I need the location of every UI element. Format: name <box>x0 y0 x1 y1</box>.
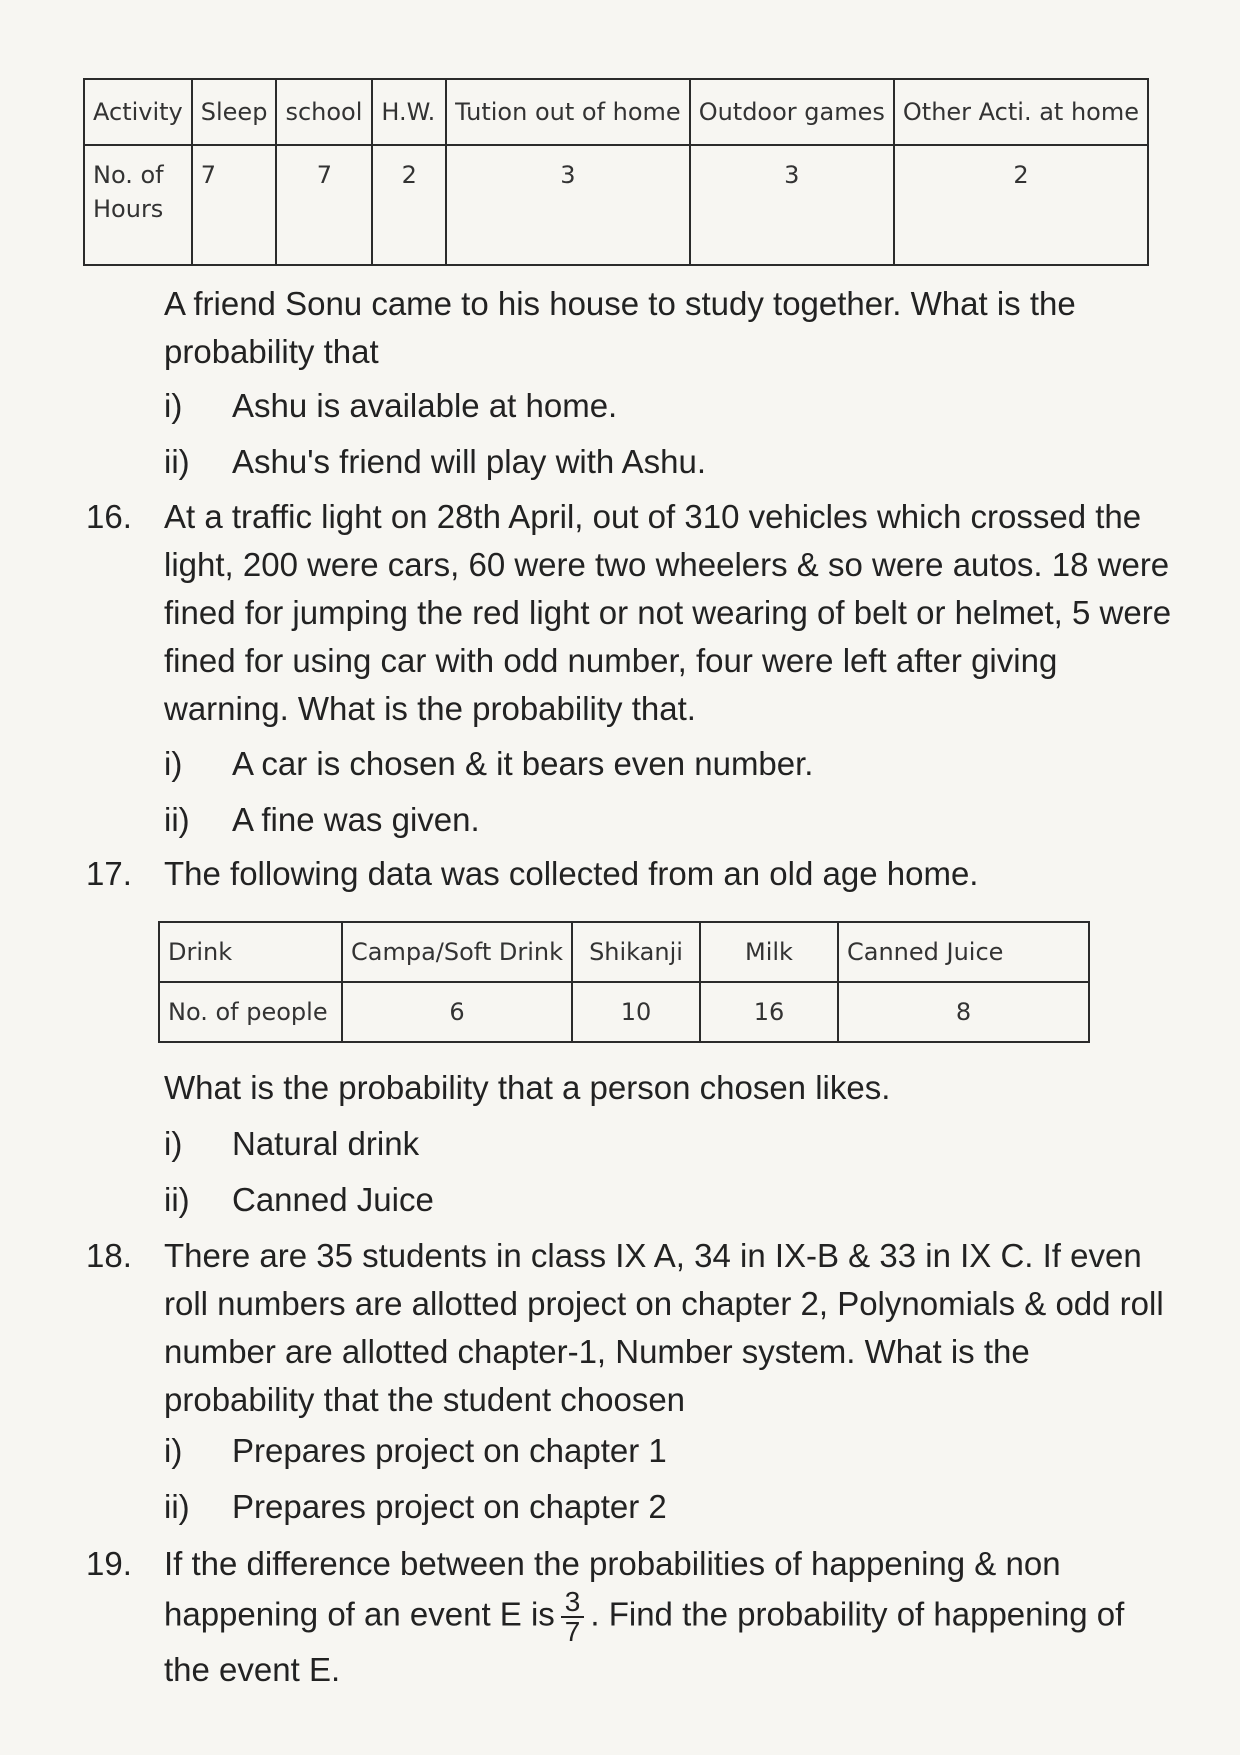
part-number: ii) <box>164 1488 190 1525</box>
table-header-cell: school <box>276 79 372 145</box>
activity-hours-table <box>83 78 1149 266</box>
table-cell: 7 <box>192 145 277 265</box>
table-header-cell: Drink <box>159 922 342 982</box>
q17-number: 17. <box>86 855 132 892</box>
table-cell: 2 <box>894 145 1148 265</box>
table-cell: 6 <box>342 982 572 1042</box>
table-header-cell: Other Acti. at home <box>894 79 1148 145</box>
table-row <box>159 982 1089 1042</box>
q18-text: There are 35 students in class IX A, 34 in IX-B & 33 in IX C. If even roll numbers are allotted project on chapter 2, Polynomials & odd roll number are allotted chapter-1, Number system. What is the probability that the student choosen <box>164 1237 1164 1418</box>
table-header-cell: H.W. <box>372 79 446 145</box>
part-text: Ashu's friend will play with Ashu. <box>232 443 707 480</box>
table-header-cell: Sleep <box>192 79 277 145</box>
table-header-cell: Shikanji <box>572 922 700 982</box>
q16-text: At a traffic light on 28th April, out of 310 vehicles which crossed the light, 200 were cars, 60 were two wheelers & so were autos. 18 were fined for jumping the red light or not wearing of belt or helmet, 5 were fined for using car with odd number, four were left after giving warning. What is the probability that. <box>164 498 1172 727</box>
table-cell: 10 <box>572 982 700 1042</box>
table-header-row <box>84 79 1148 145</box>
table-cell: 7 <box>276 145 372 265</box>
part-number: ii) <box>164 443 190 480</box>
q19-text-before: If the difference between the probabilities of happening & non happening of an event E is <box>164 1545 1061 1633</box>
fraction-denominator: 7 <box>564 1616 581 1647</box>
q15-intro: A friend Sonu came to his house to study together. What is the probability that <box>164 285 1076 370</box>
table-cell: 3 <box>690 145 894 265</box>
table-cell: 2 <box>372 145 446 265</box>
part-text: Natural drink <box>232 1125 420 1162</box>
table-header-cell: Canned Juice <box>838 922 1089 982</box>
q17-text: The following data was collected from an old age home. <box>164 855 979 892</box>
q19-text <box>164 1540 1174 1694</box>
part-number: i) <box>164 745 183 782</box>
part-number: i) <box>164 1125 183 1162</box>
part-text: Canned Juice <box>232 1181 434 1218</box>
row-label-cell <box>84 145 192 265</box>
row-label-line: No. of <box>93 161 164 189</box>
table-header-row <box>159 922 1089 982</box>
table-header-cell: Outdoor games <box>690 79 894 145</box>
row-label-line: Hours <box>93 195 164 223</box>
part-number: i) <box>164 387 183 424</box>
part-text: Prepares project on chapter 2 <box>232 1488 667 1525</box>
table-header-cell: Campa/Soft Drink <box>342 922 572 982</box>
q19-text-after: . Find the probability of happening of the event E. <box>164 1595 1125 1688</box>
table-header-cell: Milk <box>700 922 838 982</box>
part-text: A fine was given. <box>232 801 480 838</box>
part-text: A car is chosen & it bears even number. <box>232 745 814 782</box>
q17-question: What is the probability that a person chosen likes. <box>164 1069 891 1106</box>
table-cell: 3 <box>446 145 690 265</box>
part-number: ii) <box>164 801 190 838</box>
part-number: ii) <box>164 1181 190 1218</box>
row-label-cell: No. of people <box>159 982 342 1042</box>
fraction-numerator: 3 <box>561 1588 585 1618</box>
table-cell: 8 <box>838 982 1089 1042</box>
q19-number: 19. <box>86 1545 132 1582</box>
table-header-cell: Activity <box>84 79 192 145</box>
table-cell: 16 <box>700 982 838 1042</box>
drink-preference-table <box>158 921 1090 1043</box>
q16-number: 16. <box>86 498 132 535</box>
part-number: i) <box>164 1432 183 1469</box>
table-header-cell: Tution out of home <box>446 79 690 145</box>
fraction <box>561 1588 585 1646</box>
part-text: Prepares project on chapter 1 <box>232 1432 667 1469</box>
q18-number: 18. <box>86 1237 132 1274</box>
table-row <box>84 145 1148 265</box>
part-text: Ashu is available at home. <box>232 387 618 424</box>
